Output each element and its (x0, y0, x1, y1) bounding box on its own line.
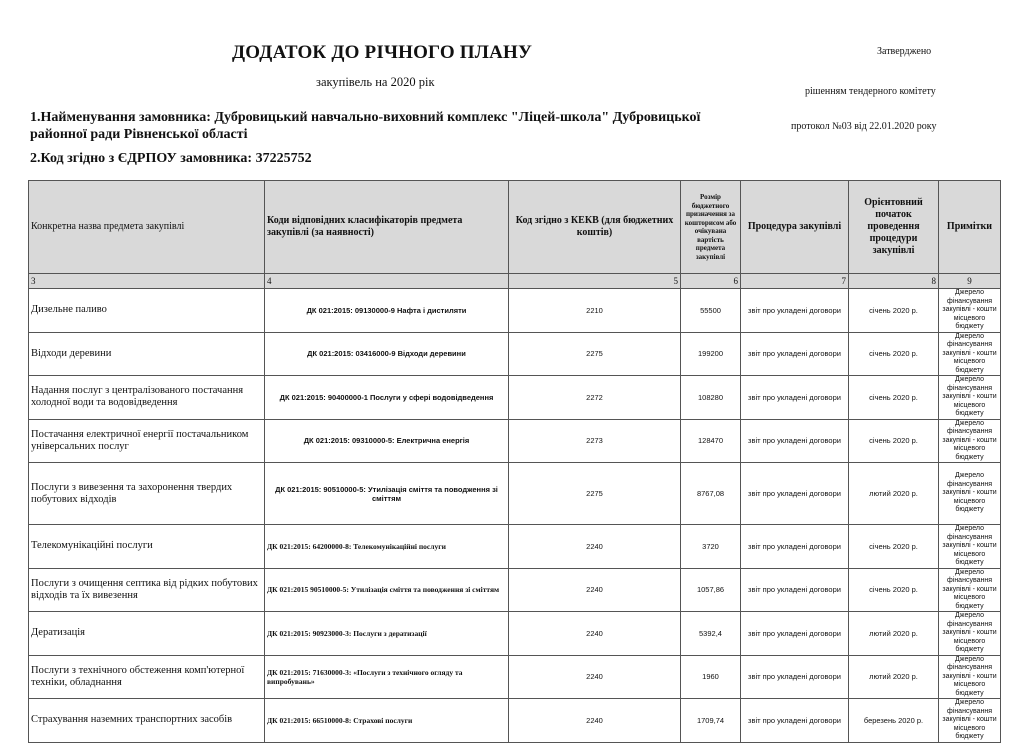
cell-start: січень 2020 р. (849, 419, 939, 463)
procurement-table (28, 180, 1001, 743)
col-number: 5 (509, 274, 681, 289)
cell-code: ДК 021:2015: 90510000-5: Утилізація сміття та поводження зі сміттям (265, 463, 509, 525)
cell-kekv: 2275 (509, 463, 681, 525)
cell-procedure: звіт про укладені договори (741, 332, 849, 376)
col-header-notes: Примітки (939, 181, 1001, 274)
table-row (29, 568, 1001, 612)
col-number: 8 (849, 274, 939, 289)
cell-note: Джерело фінансування закупівлі - кошти місцевого бюджету (939, 525, 1001, 569)
col-number: 3 (29, 274, 265, 289)
cell-amount: 128470 (681, 419, 741, 463)
page-title: ДОДАТОК ДО РІЧНОГО ПЛАНУ (232, 42, 533, 63)
cell-start: січень 2020 р. (849, 376, 939, 420)
customer-name: 1.Найменування замовника: Дубровицький навчально-виховний комплекс "Ліцей-школа" Дубровицької районної ради Рівненської області (30, 110, 701, 142)
cell-procedure: звіт про укладені договори (741, 612, 849, 656)
cell-kekv: 2275 (509, 332, 681, 376)
col-header-name: Конкретна назва предмета закупівлі (29, 181, 265, 274)
cell-note: Джерело фінансування закупівлі - кошти місцевого бюджету (939, 332, 1001, 376)
col-number: 4 (265, 274, 509, 289)
cell-procedure: звіт про укладені договори (741, 376, 849, 420)
cell-code: ДК 021:2015: 66510000-8: Страхові послуги (265, 699, 509, 743)
cell-procedure: звіт про укладені договори (741, 463, 849, 525)
cell-start: січень 2020 р. (849, 525, 939, 569)
cell-procedure: звіт про укладені договори (741, 525, 849, 569)
cell-note: Джерело фінансування закупівлі - кошти місцевого бюджету (939, 568, 1001, 612)
cell-start: лютий 2020 р. (849, 655, 939, 699)
cell-procedure: звіт про укладені договори (741, 568, 849, 612)
cell-name: Страхування наземних транспортних засобів (29, 699, 265, 743)
committee-label: рішенням тендерного комітету (805, 86, 936, 97)
cell-kekv: 2272 (509, 376, 681, 420)
col-number: 7 (741, 274, 849, 289)
cell-note: Джерело фінансування закупівлі - кошти місцевого бюджету (939, 376, 1001, 420)
cell-code: ДК 021:2015: 09310000-5: Електрична енергія (265, 419, 509, 463)
cell-procedure: звіт про укладені договори (741, 655, 849, 699)
cell-kekv: 2210 (509, 289, 681, 333)
cell-procedure: звіт про укладені договори (741, 419, 849, 463)
cell-name: Послуги з очищення септика від рідких побутових відходів та їх вивезення (29, 568, 265, 612)
cell-kekv: 2240 (509, 525, 681, 569)
cell-start: лютий 2020 р. (849, 463, 939, 525)
col-header-start: Орієнтовний початок проведення процедури закупівлі (849, 181, 939, 274)
approved-label: Затверджено (877, 46, 932, 57)
page-subtitle: закупівель на 2020 рік (316, 75, 435, 89)
cell-note: Джерело фінансування закупівлі - кошти місцевого бюджету (939, 699, 1001, 743)
cell-kekv: 2273 (509, 419, 681, 463)
cell-name: Телекомунікаційні послуги (29, 525, 265, 569)
col-number: 9 (939, 274, 1001, 289)
cell-note: Джерело фінансування закупівлі - кошти місцевого бюджету (939, 463, 1001, 525)
cell-kekv: 2240 (509, 568, 681, 612)
cell-start: січень 2020 р. (849, 568, 939, 612)
cell-kekv: 2240 (509, 699, 681, 743)
cell-start: березень 2020 р. (849, 699, 939, 743)
table-row (29, 332, 1001, 376)
table-row (29, 699, 1001, 743)
cell-amount: 5392,4 (681, 612, 741, 656)
cell-code: ДК 021:2015: 90923000-3: Послуги з дератизації (265, 612, 509, 656)
cell-note: Джерело фінансування закупівлі - кошти місцевого бюджету (939, 289, 1001, 333)
cell-name: Послуги з технічного обстеження комп'ютерної техніки, обладнання (29, 655, 265, 699)
cell-amount: 1960 (681, 655, 741, 699)
cell-code: ДК 021:2015: 03416000-9 Відходи деревини (265, 332, 509, 376)
table-row (29, 525, 1001, 569)
cell-amount: 8767,08 (681, 463, 741, 525)
cell-name: Відходи деревини (29, 332, 265, 376)
cell-note: Джерело фінансування закупівлі - кошти місцевого бюджету (939, 419, 1001, 463)
cell-name: Дератизація (29, 612, 265, 656)
cell-kekv: 2240 (509, 655, 681, 699)
cell-name: Надання послуг з централізованого постачання холодної води та водовідведення (29, 376, 265, 420)
cell-procedure: звіт про укладені договори (741, 699, 849, 743)
cell-amount: 199200 (681, 332, 741, 376)
protocol-label: протокол №03 від 22.01.2020 року (791, 121, 937, 132)
cell-code: ДК 021:2015 90510000-5: Утилізація сміття та поводження зі сміттям (265, 568, 509, 612)
cell-amount: 3720 (681, 525, 741, 569)
cell-amount: 108280 (681, 376, 741, 420)
col-header-amount: Розмір бюджетного призначення за кошторисом або очікувана вартість предмета закупівлі (681, 181, 741, 274)
cell-start: січень 2020 р. (849, 332, 939, 376)
cell-name: Послуги з вивезення та захоронення твердих побутових відходів (29, 463, 265, 525)
col-header-procedure: Процедура закупівлі (741, 181, 849, 274)
table-row (29, 376, 1001, 420)
cell-code: ДК 021:2015: 90400000-1 Послуги у сфері водовідведення (265, 376, 509, 420)
cell-procedure: звіт про укладені договори (741, 289, 849, 333)
table-row (29, 655, 1001, 699)
cell-start: січень 2020 р. (849, 289, 939, 333)
cell-code: ДК 021:2015: 71630000-3: «Послуги з технічного огляду та випробувань» (265, 655, 509, 699)
col-header-codes: Коди відповідних класифікаторів предмета закупівлі (за наявності) (265, 181, 509, 274)
cell-amount: 1709,74 (681, 699, 741, 743)
cell-name: Постачання електричної енергії постачальником універсальних послуг (29, 419, 265, 463)
table-row (29, 289, 1001, 333)
cell-amount: 55500 (681, 289, 741, 333)
col-number: 6 (681, 274, 741, 289)
table-body (29, 289, 1001, 743)
cell-kekv: 2240 (509, 612, 681, 656)
cell-code: ДК 021:2015: 64200000-8: Телекомунікаційні послуги (265, 525, 509, 569)
cell-name: Дизельне паливо (29, 289, 265, 333)
col-header-kekv: Код згідно з КЕКВ (для бюджетних коштів) (509, 181, 681, 274)
table-row (29, 612, 1001, 656)
cell-code: ДК 021:2015: 09130000-9 Нафта і дистиляти (265, 289, 509, 333)
cell-amount: 1057,86 (681, 568, 741, 612)
customer-edrpou: 2.Код згідно з ЄДРПОУ замовника: 37225752 (30, 151, 312, 166)
table-row (29, 419, 1001, 463)
cell-start: лютий 2020 р. (849, 612, 939, 656)
cell-note: Джерело фінансування закупівлі - кошти місцевого бюджету (939, 655, 1001, 699)
table-row (29, 463, 1001, 525)
cell-note: Джерело фінансування закупівлі - кошти місцевого бюджету (939, 612, 1001, 656)
